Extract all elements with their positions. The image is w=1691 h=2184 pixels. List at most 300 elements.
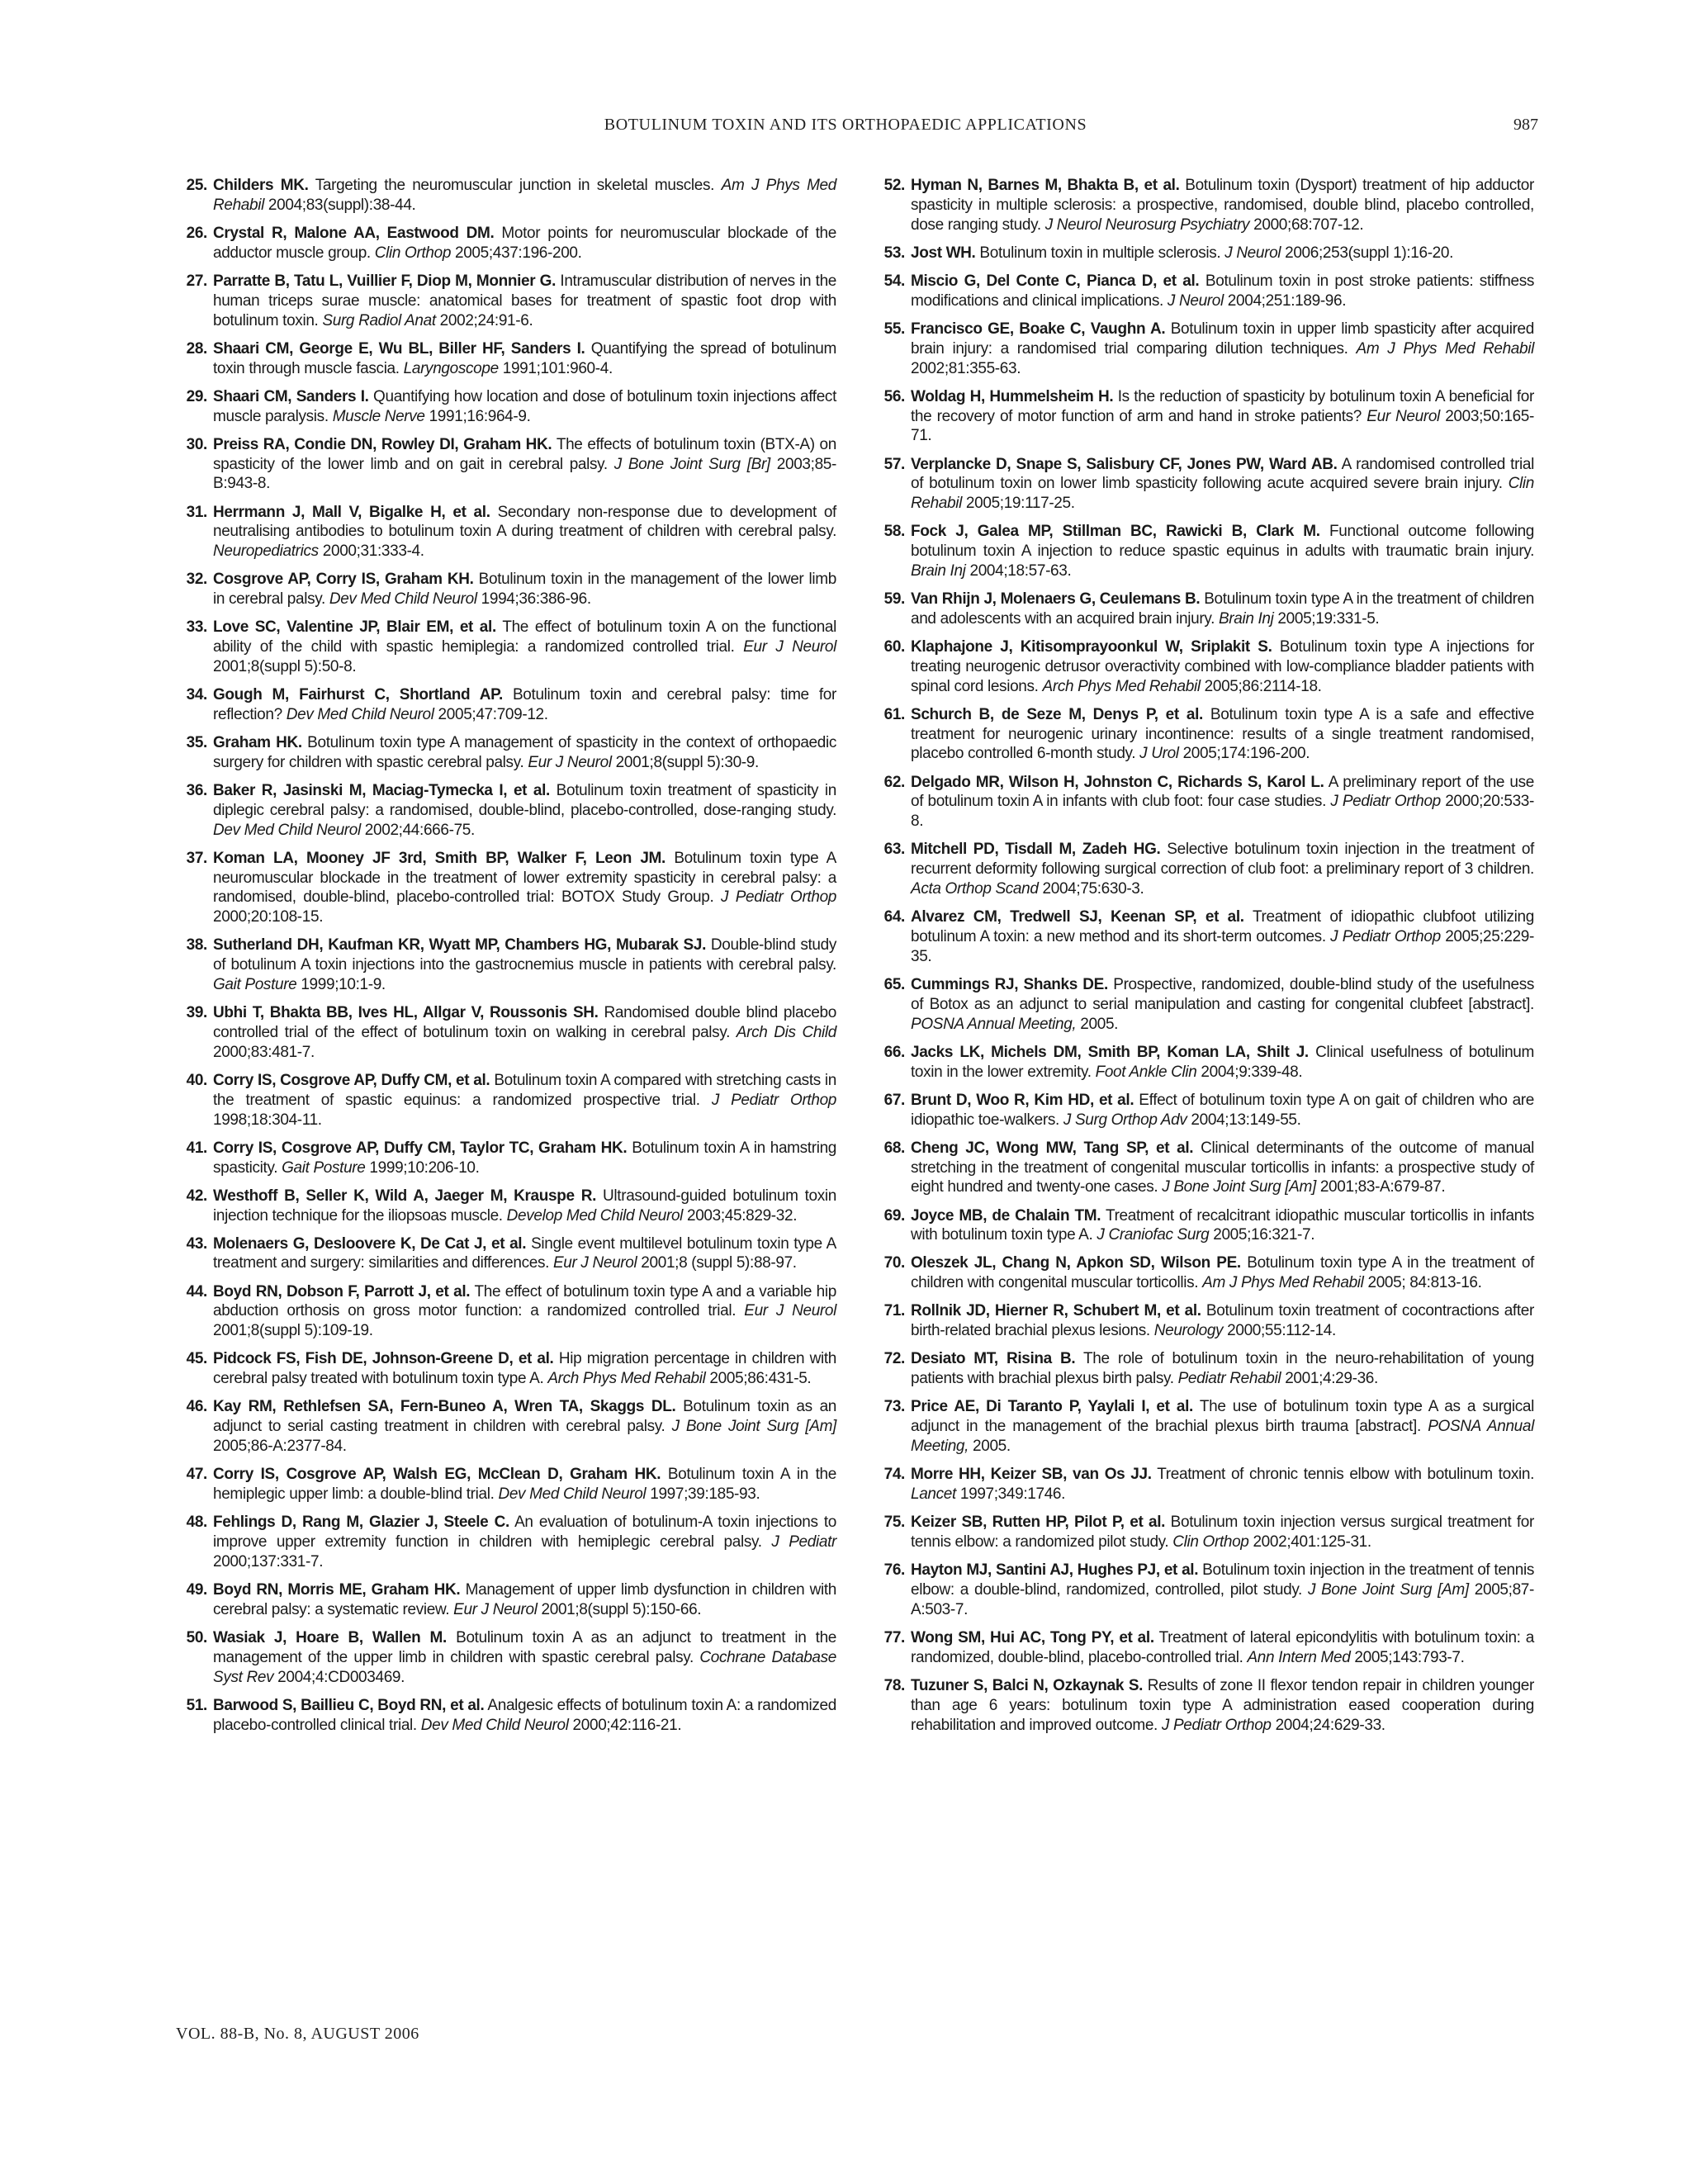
reference-title: Clinical usefulness of botulinum toxin in the lower extremity.	[911, 1043, 1535, 1081]
reference-authors: Corry IS, Cosgrove AP, Duffy CM, et al.	[213, 1071, 490, 1089]
reference-authors: Schurch B, de Seze M, Denys P, et al.	[911, 705, 1203, 723]
reference-details: 2002;401:125-31.	[1248, 1533, 1371, 1551]
reference-details: 1998;18:304-11.	[213, 1111, 322, 1129]
reference-authors: Herrmann J, Mall V, Bigalke H, et al.	[213, 503, 490, 521]
reference-journal: Neuropediatrics	[213, 542, 319, 561]
reference-item	[874, 1628, 1534, 1668]
reference-title: Botulinum toxin injection in the treatment of tennis elbow: a double-blind, randomized, controlled, pilot study.	[911, 1561, 1534, 1599]
reference-details: 2004;251:189-96.	[1223, 291, 1347, 310]
reference-title: Management of upper limb dysfunction in children with cerebral palsy: a systematic review.	[213, 1580, 836, 1618]
reference-title: Botulinum toxin type A is a safe and effective treatment for neurogenic urinary incontinence: results of a single treatment randomised, placebo controlled 6-month study.	[911, 705, 1534, 763]
reference-journal: Ann Intern Med	[1247, 1648, 1351, 1666]
reference-number: 28.	[186, 339, 207, 358]
reference-journal: Dev Med Child Neurol	[420, 1716, 569, 1734]
reference-number: 72.	[883, 1350, 905, 1368]
reference-details: 2005;16:321-7.	[1209, 1226, 1315, 1244]
reference-authors: Childers MK.	[213, 177, 309, 194]
reference-item	[176, 1071, 836, 1130]
reference-title: Botulinum toxin in post stroke patients: stiffness modifications and clinical implications.	[911, 272, 1534, 310]
reference-item	[176, 1282, 836, 1341]
reference-title: The use of botulinum toxin type A as a surgical adjunct in the management of the brachial plexus birth trauma [abstract].	[911, 1398, 1534, 1436]
reference-authors: Jacks LK, Michels DM, Smith BP, Koman LA, Shilt J.	[911, 1043, 1309, 1061]
reference-authors: Baker R, Jasinski M, Maciag-Tymecka I, et al.	[213, 782, 550, 800]
reference-item	[874, 1465, 1534, 1504]
reference-authors: Corry IS, Cosgrove AP, Walsh EG, McClean D, Graham HK.	[213, 1466, 661, 1484]
reference-number: 51.	[186, 1696, 207, 1714]
reference-journal: J Bone Joint Surg [Br]	[613, 455, 770, 473]
reference-journal: Arch Dis Child	[736, 1023, 836, 1041]
reference-title: Botulinum toxin type A neuromuscular blockade in the treatment of lower extremity spasticity in cerebral palsy: a randomised, double-blind, placebo-controlled trial: BOTOX Study Group.	[213, 849, 836, 907]
reference-number: 48.	[186, 1514, 207, 1532]
reference-number: 29.	[186, 387, 207, 405]
reference-authors: Preiss RA, Condie DN, Rowley DI, Graham HK.	[213, 435, 552, 453]
reference-title: Botulinum toxin A as an adjunct to treatment in the management of the upper limb in children with spastic cerebral palsy.	[213, 1628, 837, 1666]
reference-column-right	[874, 176, 1534, 1744]
reference-journal: Dev Med Child Neurol	[329, 590, 477, 609]
reference-details: 1997;39:185-93.	[646, 1485, 760, 1504]
reference-details: 2000;68:707-12.	[1249, 216, 1364, 234]
reference-number: 46.	[186, 1398, 207, 1416]
reference-title: Botulinum toxin in multiple sclerosis.	[975, 244, 1225, 262]
reference-item	[874, 1253, 1534, 1293]
reference-journal: POSNA Annual Meeting,	[911, 1418, 1534, 1456]
reference-item	[874, 1676, 1534, 1735]
reference-title: Botulinum toxin type A in the treatment of children with congenital muscular torticollis.	[911, 1254, 1534, 1292]
reference-journal: Clin Rehabil	[911, 475, 1534, 513]
reference-title: Botulinum toxin A in the hemiplegic upper limb: a double-blind trial.	[213, 1466, 836, 1504]
reference-journal: Develop Med Child Neurol	[506, 1206, 684, 1225]
reference-details: 2005;19:331-5.	[1273, 609, 1380, 628]
reference-journal: J Bone Joint Surg [Am]	[671, 1418, 836, 1436]
reference-authors: Fehlings D, Rang M, Glazier J, Steele C.	[213, 1514, 509, 1532]
reference-number: 53.	[883, 244, 905, 262]
reference-authors: Jost WH.	[911, 244, 976, 262]
page-number: 987	[1513, 116, 1538, 134]
reference-details: 2004;24:629-33.	[1271, 1716, 1385, 1734]
reference-number: 78.	[883, 1676, 905, 1694]
reference-title: Botulinum toxin type A in the treatment of children and adolescents with an acquired brain injury.	[911, 590, 1535, 628]
reference-item	[176, 503, 836, 561]
reference-item	[874, 907, 1534, 966]
reference-journal: Acta Orthop Scand	[911, 880, 1039, 898]
reference-journal: Brain Inj	[1218, 609, 1274, 628]
reference-title: Botulinum toxin as an adjunct to serial casting treatment in children with cerebral palsy.	[213, 1398, 837, 1436]
reference-number: 33.	[186, 618, 207, 637]
reference-details: 2004;75:630-3.	[1038, 880, 1144, 898]
reference-details: 1997;349:1746.	[955, 1485, 1066, 1504]
reference-number: 60.	[883, 638, 905, 656]
reference-item	[176, 387, 836, 427]
reference-title: Is the reduction of spasticity by botulinum toxin A beneficial for the recovery of motor function of arm and hand in stroke patients?	[911, 387, 1534, 425]
reference-authors: Keizer SB, Rutten HP, Pilot P, et al.	[911, 1514, 1166, 1532]
reference-item	[176, 176, 836, 216]
reference-number: 58.	[883, 523, 905, 541]
reference-title: Selective botulinum toxin injection in the treatment of recurrent deformity following surgical correction of club foot: a preliminary report of 3 children.	[911, 841, 1534, 879]
reference-details: 2003;45:829-32.	[683, 1206, 798, 1225]
reference-journal: Eur J Neurol	[528, 753, 612, 771]
reference-details: 2000;83:481-7.	[213, 1043, 315, 1061]
reference-item	[874, 1091, 1534, 1130]
reference-journal: Foot Ankle Clin	[1095, 1063, 1197, 1081]
reference-journal: Eur J Neurol	[552, 1254, 637, 1272]
reference-journal: Clin Orthop	[374, 244, 452, 262]
reference-title: Botulinum toxin type A injections for treating neurogenic detrusor overactivity combined with low-compliance bladder patients with spinal cord lesions.	[911, 638, 1534, 695]
reference-item	[176, 1465, 836, 1504]
reference-authors: Ubhi T, Bhakta BB, Ives HL, Allgar V, Roussonis SH.	[213, 1004, 599, 1022]
reference-title: Randomised double blind placebo controlled trial of the effect of botulinum toxin on walking in cerebral palsy.	[213, 1004, 836, 1041]
reference-authors: Price AE, Di Taranto P, Yaylali I, et al.	[911, 1398, 1193, 1416]
reference-authors: Brunt D, Woo R, Kim HD, et al.	[911, 1091, 1134, 1109]
reference-authors: Sutherland DH, Kaufman KR, Wyatt MP, Chambers HG, Mubarak SJ.	[213, 936, 707, 955]
reference-item	[176, 1139, 836, 1178]
reference-journal: J Bone Joint Surg [Am]	[1307, 1580, 1469, 1599]
reference-item	[176, 1513, 836, 1571]
reference-title: Quantifying the spread of botulinum toxin through muscle fascia.	[213, 339, 836, 377]
reference-title: The effect of botulinum toxin A on the functional ability of the child with spastic hemiplegia: a randomized controlled trial.	[213, 618, 836, 656]
reference-details: 2005;143:793-7.	[1350, 1648, 1465, 1666]
reference-title: Results of zone II flexor tendon repair in children younger than age 6 years: botulinum toxin type A administration eased cooperation during rehabilitation and improved outcome.	[911, 1676, 1534, 1734]
reference-details: 2005;86:2114-18.	[1200, 677, 1322, 695]
reference-journal: Gait Posture	[282, 1158, 366, 1177]
reference-authors: Miscio G, Del Conte C, Pianca D, et al.	[911, 272, 1200, 290]
reference-title: Botulinum toxin and cerebral palsy: time for reflection?	[213, 686, 836, 723]
reference-title: Botulinum toxin treatment of spasticity in diplegic cerebral palsy: a randomised, double-blind, placebo-controlled, dose-ranging study.	[213, 782, 836, 819]
reference-journal: Arch Phys Med Rehabil	[547, 1370, 706, 1388]
reference-details: 2004;18:57-63.	[965, 561, 1072, 580]
reference-number: 44.	[186, 1282, 207, 1300]
reference-authors: Oleszek JL, Chang N, Apkon SD, Wilson PE.	[911, 1254, 1241, 1272]
reference-number: 25.	[186, 177, 207, 194]
reference-number: 64.	[883, 908, 905, 926]
reference-item	[874, 1301, 1534, 1341]
reference-number: 54.	[883, 272, 905, 290]
reference-journal: Dev Med Child Neurol	[213, 821, 361, 839]
reference-item	[176, 1349, 836, 1389]
reference-details: 2000;42:116-21.	[568, 1716, 682, 1734]
reference-details: 2005;174:196-200.	[1178, 745, 1310, 763]
reference-details: 2000;20:533-8.	[911, 793, 1535, 831]
reference-authors: Morre HH, Keizer SB, van Os JJ.	[911, 1466, 1152, 1484]
reference-journal: Laryngoscope	[403, 359, 499, 377]
reference-journal: Eur J Neurol	[743, 638, 836, 656]
reference-journal: Eur J Neurol	[744, 1302, 836, 1320]
reference-journal: J Pediatr Orthop	[711, 1091, 837, 1109]
running-header	[0, 116, 1691, 144]
reference-title: An evaluation of botulinum-A toxin injections to improve upper extremity function in children with hemiplegic cerebral palsy.	[213, 1514, 836, 1551]
reference-title: Targeting the neuromuscular junction in skeletal muscles.	[308, 177, 722, 194]
reference-item	[176, 685, 836, 725]
reference-item	[874, 387, 1534, 446]
reference-number: 36.	[186, 782, 207, 800]
reference-journal: Surg Radiol Anat	[322, 311, 436, 329]
reference-number: 35.	[186, 734, 207, 752]
reference-item	[176, 936, 836, 994]
reference-details: 2000;137:331-7.	[213, 1552, 324, 1570]
reference-number: 45.	[186, 1350, 207, 1368]
reference-item	[176, 733, 836, 773]
reference-title: Clinical determinants of the outcome of manual stretching in the treatment of congenital muscular torticollis in infants: a prospective study of eight hundred and twenty-one cases.	[911, 1139, 1535, 1196]
reference-title: Intramuscular distribution of nerves in the human triceps surae muscle: anatomical bases for treatment of spastic foot drop with botulinum toxin.	[213, 272, 836, 329]
reference-title: A preliminary report of the use of botulinum toxin A in infants with club foot: four case studies.	[911, 773, 1534, 811]
reference-journal: Am J Phys Med Rehabil	[213, 177, 836, 214]
reference-authors: Molenaers G, Desloovere K, De Cat J, et al.	[213, 1234, 527, 1253]
reference-details: 1999;10:1-9.	[296, 975, 386, 993]
reference-number: 52.	[883, 177, 905, 194]
reference-title: The effects of botulinum toxin (BTX-A) on spasticity of the lower limb and on gait in cerebral palsy.	[213, 435, 836, 473]
reference-title: Botulinum toxin A compared with stretching casts in the treatment of spastic equinus: a randomized prospective trial.	[213, 1071, 837, 1109]
reference-details: 2001;8(suppl 5):50-8.	[213, 657, 357, 675]
reference-title: Secondary non-response due to development of neutralising antibodies to botulinum toxin A during treatment of children with cerebral palsy.	[213, 503, 836, 541]
reference-number: 66.	[883, 1043, 905, 1061]
reference-journal: J Surg Orthop Adv	[1063, 1111, 1187, 1129]
reference-item	[874, 590, 1534, 629]
reference-title: Functional outcome following botulinum toxin A injection to reduce spastic equinus in adults with traumatic brain injury.	[911, 523, 1535, 561]
reference-item	[874, 272, 1534, 311]
reference-authors: Graham HK.	[213, 734, 302, 752]
reference-number: 59.	[883, 590, 905, 609]
reference-details: 2001;83-A:679-87.	[1315, 1178, 1446, 1196]
reference-journal: J Craniofac Surg	[1097, 1226, 1210, 1244]
reference-authors: Corry IS, Cosgrove AP, Duffy CM, Taylor TC, Graham HK.	[213, 1139, 628, 1157]
reference-journal: J Pediatr Orthop	[1330, 927, 1441, 945]
reference-item	[176, 435, 836, 494]
reference-number: 37.	[186, 849, 207, 867]
reference-item	[874, 455, 1534, 514]
reference-details: 2001;8(suppl 5):109-19.	[213, 1322, 373, 1340]
reference-title: Botulinum toxin treatment of cocontractions after birth-related brachial plexus lesions.	[911, 1302, 1534, 1340]
reference-authors: Van Rhijn J, Molenaers G, Ceulemans B.	[911, 590, 1201, 609]
reference-number: 77.	[883, 1628, 905, 1646]
reference-journal: J Pediatr	[771, 1533, 836, 1551]
reference-authors: Klaphajone J, Kitisomprayoonkul W, Sriplakit S.	[911, 638, 1272, 656]
reference-authors: Pidcock FS, Fish DE, Johnson-Greene D, et al.	[213, 1350, 554, 1368]
reference-number: 75.	[883, 1514, 905, 1532]
reference-title: Effect of botulinum toxin type A on gait of children who are idiopathic toe-walkers.	[911, 1091, 1535, 1129]
reference-number: 65.	[883, 975, 905, 993]
reference-details: 2001;8(suppl 5):30-9.	[611, 753, 759, 771]
reference-number: 76.	[883, 1561, 905, 1580]
reference-title: Treatment of lateral epicondylitis with botulinum toxin: a randomized, double-blind, placebo-controlled trial.	[911, 1628, 1534, 1666]
reference-authors: Barwood S, Baillieu C, Boyd RN, et al.	[213, 1696, 485, 1714]
reference-number: 73.	[883, 1398, 905, 1416]
reference-number: 70.	[883, 1254, 905, 1272]
reference-number: 40.	[186, 1071, 207, 1089]
reference-item	[874, 176, 1534, 235]
reference-details: 2002;44:666-75.	[360, 821, 475, 839]
reference-authors: Woldag H, Hummelsheim H.	[911, 387, 1114, 405]
reference-journal: Arch Phys Med Rehabil	[1042, 677, 1201, 695]
reference-number: 69.	[883, 1206, 905, 1225]
reference-title: Motor points for neuromuscular blockade of the adductor muscle group.	[213, 224, 836, 262]
reference-details: 2002;81:355-63.	[911, 359, 1021, 377]
reference-title: Hip migration percentage in children with cerebral palsy treated with botulinum toxin type A.	[213, 1350, 836, 1388]
reference-journal: Pediatr Rehabil	[1177, 1370, 1281, 1388]
reference-title: Botulinum toxin in upper limb spasticity after acquired brain injury: a randomised trial comparing dilution techniques.	[911, 320, 1534, 358]
reference-item	[874, 773, 1534, 831]
reference-number: 31.	[186, 503, 207, 521]
reference-authors: Desiato MT, Risina B.	[911, 1350, 1076, 1368]
reference-number: 61.	[883, 705, 905, 723]
reference-details: 1999;10:206-10.	[365, 1158, 480, 1177]
reference-item	[874, 1349, 1534, 1389]
reference-item	[874, 705, 1534, 764]
reference-authors: Hayton MJ, Santini AJ, Hughes PJ, et al.	[911, 1561, 1199, 1580]
reference-authors: Wasiak J, Hoare B, Wallen M.	[213, 1628, 447, 1646]
reference-details: 2000;55:112-14.	[1223, 1322, 1336, 1340]
reference-number: 43.	[186, 1234, 207, 1253]
reference-item	[176, 618, 836, 676]
reference-item	[874, 637, 1534, 696]
reference-details: 2005;87-A:503-7.	[911, 1580, 1534, 1618]
reference-journal: Clin Orthop	[1172, 1533, 1249, 1551]
reference-item	[176, 339, 836, 379]
reference-details: 2005.	[1076, 1015, 1119, 1033]
reference-item	[176, 272, 836, 330]
reference-number: 62.	[883, 773, 905, 791]
reference-item	[874, 522, 1534, 580]
reference-authors: Cosgrove AP, Corry IS, Graham KH.	[213, 571, 474, 589]
reference-journal: Am J Phys Med Rehabil	[1356, 339, 1534, 358]
reference-details: 2004;9:339-48.	[1196, 1063, 1303, 1081]
reference-number: 34.	[186, 686, 207, 704]
reference-journal: Eur J Neurol	[453, 1600, 538, 1618]
reference-details: 1991;16:964-9.	[424, 407, 531, 425]
reference-journal: Lancet	[911, 1485, 956, 1504]
reference-title: Treatment of idiopathic clubfoot utilizing botulinum A toxin: a new method and its short-term outcomes.	[911, 908, 1534, 945]
reference-authors: Wong SM, Hui AC, Tong PY, et al.	[911, 1628, 1154, 1646]
reference-details: 2002;24:91-6.	[435, 311, 533, 329]
reference-title: Treatment of recalcitrant idiopathic muscular torticollis in infants with botulinum toxin type A.	[911, 1206, 1534, 1244]
reference-details: 2005; 84:813-16.	[1363, 1274, 1482, 1292]
reference-number: 41.	[186, 1139, 207, 1157]
reference-item	[176, 224, 836, 263]
reference-details: 2001;8 (suppl 5):88-97.	[637, 1254, 797, 1272]
reference-authors: Love SC, Valentine JP, Blair EM, et al.	[213, 618, 496, 637]
reference-title: The effect of botulinum toxin type A and a variable hip abduction orthosis on gross motor function: a randomized controlled trial.	[213, 1282, 836, 1320]
reference-details: 1991;101:960-4.	[498, 359, 613, 377]
reference-authors: Rollnik JD, Hierner R, Schubert M, et al.	[911, 1302, 1201, 1320]
reference-item	[874, 1206, 1534, 1246]
reference-authors: Francisco GE, Boake C, Vaughn A.	[911, 320, 1166, 338]
reference-details: 2003;85-B:943-8.	[213, 455, 836, 493]
reference-title: The role of botulinum toxin in the neuro-rehabilitation of young patients with brachial plexus birth palsy.	[911, 1350, 1534, 1388]
reference-authors: Verplancke D, Snape S, Salisbury CF, Jones PW, Ward AB.	[911, 455, 1338, 473]
reference-details: 2005.	[969, 1438, 1011, 1456]
reference-title: Quantifying how location and dose of botulinum toxin injections affect muscle paralysis.	[213, 387, 837, 425]
reference-journal: J Urol	[1139, 745, 1179, 763]
reference-number: 49.	[186, 1580, 207, 1599]
reference-item	[176, 1696, 836, 1736]
reference-journal: J Bone Joint Surg [Am]	[1162, 1178, 1316, 1196]
reference-number: 42.	[186, 1187, 207, 1205]
reference-journal: J Neurol	[1224, 244, 1281, 262]
reference-journal: J Pediatr Orthop	[720, 888, 836, 907]
reference-details: 2005;437:196-200.	[451, 244, 582, 262]
reference-journal: Brain Inj	[911, 561, 966, 580]
reference-number: 30.	[186, 435, 207, 453]
reference-number: 55.	[883, 320, 905, 338]
reference-title: Double-blind study of botulinum A toxin injections into the gastrocnemius muscle in patients with cerebral palsy.	[213, 936, 836, 974]
reference-authors: Boyd RN, Dobson F, Parrott J, et al.	[213, 1282, 471, 1300]
reference-number: 74.	[883, 1466, 905, 1484]
reference-item	[176, 1397, 836, 1456]
reference-number: 47.	[186, 1466, 207, 1484]
reference-number: 50.	[186, 1628, 207, 1646]
reference-authors: Koman LA, Mooney JF 3rd, Smith BP, Walker F, Leon JM.	[213, 849, 666, 867]
reference-journal: J Pediatr Orthop	[1330, 793, 1441, 811]
reference-details: 2005;86-A:2377-84.	[213, 1438, 347, 1456]
reference-details: 2005;19:117-25.	[961, 495, 1075, 513]
reference-number: 32.	[186, 571, 207, 589]
reference-number: 39.	[186, 1004, 207, 1022]
reference-details: 2003;50:165-71.	[911, 407, 1534, 445]
reference-authors: Boyd RN, Morris ME, Graham HK.	[213, 1580, 461, 1599]
reference-details: 2004;13:149-55.	[1187, 1111, 1301, 1129]
reference-title: Botulinum toxin type A management of spasticity in the context of orthopaedic surgery for children with spastic cerebral palsy.	[213, 734, 837, 771]
reference-item	[176, 1187, 836, 1226]
reference-journal: Dev Med Child Neurol	[286, 705, 434, 723]
reference-item	[176, 1003, 836, 1062]
reference-title: Botulinum toxin injection versus surgical treatment for tennis elbow: a randomized pilot study.	[911, 1514, 1534, 1551]
reference-authors: Hyman N, Barnes M, Bhakta B, et al.	[911, 177, 1180, 194]
reference-title: Botulinum toxin (Dysport) treatment of hip adductor spasticity in multiple sclerosis: a prospective, randomised, double blind, placebo controlled, dose ranging study.	[911, 177, 1534, 234]
reference-title: Prospective, randomized, double-blind study of the usefulness of Botox as an adjunct to serial manipulation and casting for congenital clubfeet [abstract].	[911, 975, 1534, 1013]
reference-item	[176, 1580, 836, 1620]
reference-details: 2001;4:29-36.	[1281, 1370, 1378, 1388]
reference-journal: Am J Phys Med Rehabil	[1202, 1274, 1364, 1292]
reference-number: 57.	[883, 455, 905, 473]
issue-footer: VOL. 88-B, No. 8, AUGUST 2006	[176, 2025, 419, 2043]
reference-authors: Westhoff B, Seller K, Wild A, Jaeger M, Krauspe R.	[213, 1187, 597, 1205]
reference-details: 2005;47:709-12.	[433, 705, 548, 723]
reference-item	[874, 1397, 1534, 1456]
reference-authors: Cummings RJ, Shanks DE.	[911, 975, 1108, 993]
reference-item	[874, 1513, 1534, 1552]
reference-authors: Mitchell PD, Tisdall M, Zadeh HG.	[911, 841, 1161, 859]
reference-item	[874, 1043, 1534, 1083]
reference-authors: Crystal R, Malone AA, Eastwood DM.	[213, 224, 495, 242]
reference-details: 2000;31:333-4.	[318, 542, 424, 561]
reference-number: 63.	[883, 841, 905, 859]
reference-item	[874, 1139, 1534, 1197]
reference-item	[176, 1628, 836, 1687]
reference-journal: POSNA Annual Meeting,	[911, 1015, 1077, 1033]
reference-details: 2004;83(suppl):38-44.	[263, 196, 416, 214]
reference-authors: Kay RM, Rethlefsen SA, Fern-Buneo A, Wren TA, Skaggs DL.	[213, 1398, 676, 1416]
reference-item	[176, 781, 836, 840]
reference-title: Botulinum toxin A in hamstring spasticity.	[213, 1139, 836, 1177]
reference-journal: Neurology	[1153, 1322, 1224, 1340]
reference-journal: J Pediatr Orthop	[1161, 1716, 1272, 1734]
reference-item	[176, 849, 836, 927]
reference-number: 26.	[186, 224, 207, 242]
reference-details: 2005;25:229-35.	[911, 927, 1535, 965]
reference-details: 2001;8(suppl 5):150-66.	[537, 1600, 702, 1618]
reference-title: Single event multilevel botulinum toxin type A treatment and surgery: similarities and differences.	[213, 1234, 836, 1272]
reference-item	[176, 570, 836, 609]
reference-authors: Delgado MR, Wilson H, Johnston C, Richards S, Karol L.	[911, 773, 1324, 791]
reference-item	[176, 1234, 836, 1274]
reference-item	[874, 244, 1534, 263]
reference-details: 2005;86:431-5.	[705, 1370, 812, 1388]
reference-authors: Tuzuner S, Balci N, Ozkaynak S.	[911, 1676, 1144, 1694]
reference-authors: Fock J, Galea MP, Stillman BC, Rawicki B, Clark M.	[911, 523, 1320, 541]
reference-details: 2006;253(suppl 1):16-20.	[1281, 244, 1454, 262]
reference-journal: Gait Posture	[213, 975, 297, 993]
reference-column-left	[176, 176, 836, 1744]
reference-authors: Shaari CM, George E, Wu BL, Biller HF, Sanders I.	[213, 339, 585, 358]
reference-authors: Cheng JC, Wong MW, Tang SP, et al.	[911, 1139, 1194, 1157]
